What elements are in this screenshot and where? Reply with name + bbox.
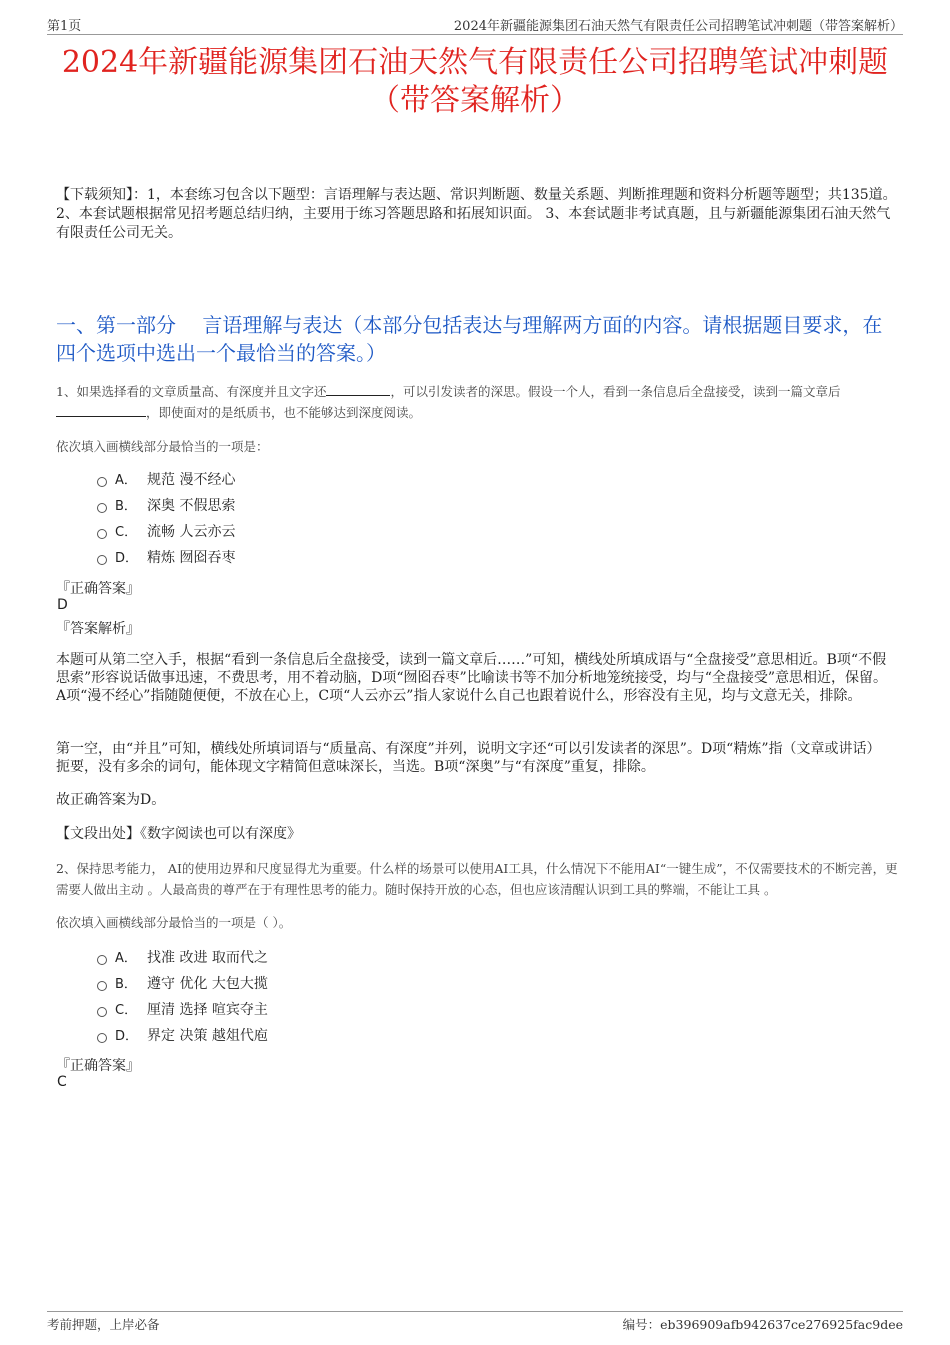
option-c[interactable]: C． 厘清 选择 喧宾夺主 [97, 997, 268, 1023]
page-footer [47, 1311, 903, 1332]
option-d[interactable]: D． 界定 决策 越俎代庖 [97, 1023, 268, 1049]
question-1-prompt: 依次填入画横线部分最恰当的一项是： [56, 439, 269, 454]
question-2-prompt: 依次填入画横线部分最恰当的一项是（ ）。 [56, 915, 292, 930]
footer-slogan: 考前押题，上岸必备 [47, 1317, 160, 1332]
q1-text-part-c: ，即使面对的是纸质书，也不能够达到深度阅读。 [146, 405, 422, 420]
page-number: 第1页 [47, 19, 82, 34]
analysis-paragraph-2: 第一空，由“并且”可知，横线处所填词语与“质量高、有深度”并列，说明文字还“可以引发读者的深思”。D项“精炼”指（文章或讲话）扼要，没有多余的词句，能体现文字精简但意味深长，当选。B项“深奥”与“有深度”重复，排除。 [56, 741, 881, 775]
radio-icon[interactable] [97, 981, 107, 991]
option-a[interactable]: A． 找准 改进 取而代之 [97, 945, 268, 971]
analysis-label: 『答案解析』 [56, 621, 140, 637]
q1-text-part-a: 1、如果选择看的文章质量高、有深度并且文字还 [56, 384, 327, 399]
option-b[interactable]: B． 遵守 优化 大包大揽 [97, 971, 268, 997]
source-note: 【文段出处】《数字阅读也可以有深度》 [56, 826, 301, 842]
option-a[interactable]: A． 规范 漫不经心 [97, 467, 235, 493]
document-title [40, 44, 910, 120]
download-notice: 【下载须知】：1，本套练习包含以下题型：言语理解与表达题、常识判断题、数量关系题、判断推理题和资料分析题等题型；共135道。 2、本套试题根据常见招考题总结归纳，主要用于练习答题思路和拓展知识面。 3、本套试题非考试真题，且与新疆能源集团石油天然气有限责任公司无关。 [56, 187, 897, 241]
radio-icon[interactable] [97, 529, 107, 539]
title-line-2: （带答案解析） [370, 83, 580, 118]
option-c[interactable]: C． 流畅 人云亦云 [97, 519, 235, 545]
radio-icon[interactable] [97, 555, 107, 565]
q1-text-part-b: ，可以引发读者的深思。假设一个人，看到一条信息后全盘接受，读到一篇文章后 [390, 384, 841, 399]
option-b[interactable]: B． 深奥 不假思索 [97, 493, 235, 519]
page-header [47, 14, 903, 35]
question-2-text: 2、保持思考能力， AI的使用边界和尺度显得尤为重要。什么样的场景可以使用AI工具，什么情况下不能用AI“一键生成”，不仅需要技术的不断完善，更需要人做出主动 。人最高贵的尊严在于有理性思考的能力。随时保持开放的心态，但也应该清醒认识到工具的弊端，不能让工具 。 [56, 861, 898, 897]
radio-icon[interactable] [97, 477, 107, 487]
radio-icon[interactable] [97, 1033, 107, 1043]
question-2-options [97, 945, 268, 1049]
header-doc-title: 2024年新疆能源集团石油天然气有限责任公司招聘笔试冲刺题（带答案解析） [453, 19, 903, 34]
radio-icon[interactable] [97, 503, 107, 513]
radio-icon[interactable] [97, 1007, 107, 1017]
option-d[interactable]: D． 精炼 囫囵吞枣 [97, 545, 235, 571]
title-line-1: 2024年新疆能源集团石油天然气有限责任公司招聘笔试冲刺题 [61, 45, 889, 80]
footer-serial-number: 编号：eb396909afb942637ce276925fac9dee [622, 1317, 903, 1332]
analysis-paragraph-3: 故正确答案为D。 [56, 792, 166, 808]
correct-answer-label: 『正确答案』 [56, 581, 140, 597]
analysis-paragraph-1: 本题可从第二空入手，根据“看到一条信息后全盘接受，读到一篇文章后……”可知，横线处所填成语与“全盘接受”意思相近。B项“不假思索”形容说话做事迅速，不费思考，用不着动脑，D项“囫囵吞枣”比喻读书等不加分析地笼统接受，均与“全盘接受”意思相近，保留。A项“漫不经心”指随随便便，不放在心上，C项“人云亦云”指人家说什么自己也跟着说什么，形容没有主见，均与文意无关，排除。 [56, 652, 888, 704]
correct-answer: D [57, 597, 68, 613]
question-1-options [97, 467, 235, 571]
correct-answer: C [57, 1074, 67, 1090]
blank-line [326, 383, 390, 396]
section-heading: 一、第一部分 言语理解与表达（本部分包括表达与理解两方面的内容。请根据题目要求，在四个选项中选出一个最恰当的答案。） [56, 313, 883, 365]
blank-line [56, 404, 146, 417]
correct-answer-label: 『正确答案』 [56, 1058, 140, 1074]
radio-icon[interactable] [97, 955, 107, 965]
question-1-text [56, 381, 898, 423]
